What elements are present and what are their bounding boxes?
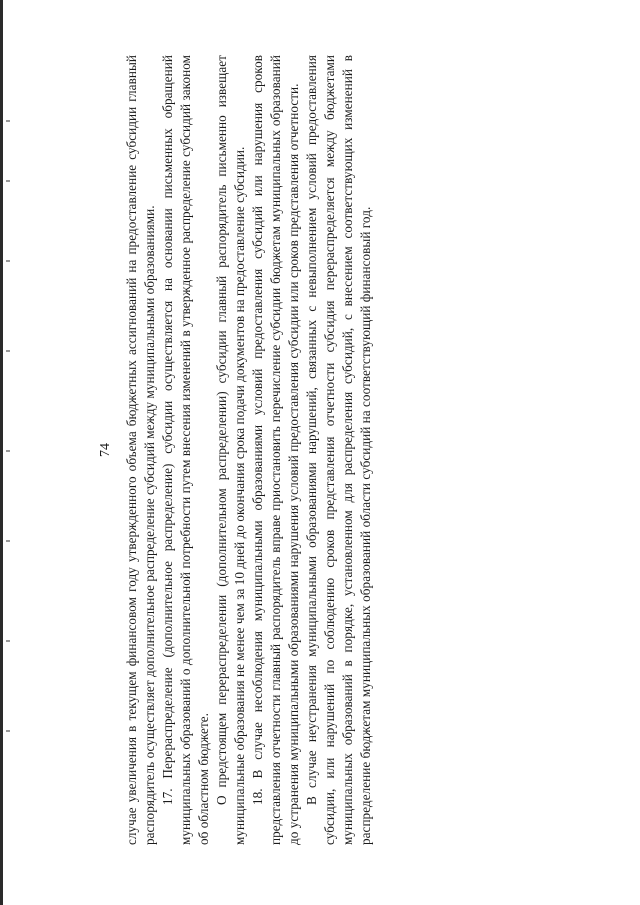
document-body bbox=[123, 55, 385, 845]
rotated-content bbox=[95, 55, 385, 845]
scan-noise bbox=[6, 120, 12, 800]
paragraph: В случае неустранения муниципальными образованиями нарушений, связанных с невыполнением условий предоставления субсидии, или нарушений по соблюдению сроков представления отчетности субсидия перераспределяется между бюджетами муниципальных образований в порядке, установленном для распределения субсидий, с внесением соответствующих изменений в распределение бюджетам муниципальных образований области субсидий на соответствующий финансовый год. bbox=[304, 55, 373, 845]
paragraph: О предстоящем перераспределении (дополнительном распределении) субсидии главный распорядитель письменно извещает муниципальные образования не менее чем за 10 дней до окончания срока подачи документов на предоставление субсидии. bbox=[214, 55, 247, 845]
paragraph: 17. Перераспределение (дополнительное распределение) субсидии осуществляется на основании письменных обращений муниципальных образований о дополнительной потребности путем внесения изменений в утвержденное распределение субсидий законом об областном бюджете. bbox=[160, 55, 211, 845]
scan-edge bbox=[0, 0, 3, 905]
paragraph: 18. В случае несоблюдения муниципальными образованиями условий предоставления субсидий или нарушения сроков представления отчетности главный распорядитель вправе приостановить перечисление субсидии бюджетам муниципальных образований до устранения муниципальными образованиями нарушения условий предоставления субсидии или сроков представления отчетности. bbox=[250, 55, 301, 845]
page-number: 74 bbox=[98, 443, 113, 457]
paragraph: случае увеличения в текущем финансовом году утвержденного объема бюджетных ассигнований на предоставление субсидии главный распорядитель осуществляет дополнительное распределение субсидий между муниципальными образованиями. bbox=[124, 55, 157, 845]
